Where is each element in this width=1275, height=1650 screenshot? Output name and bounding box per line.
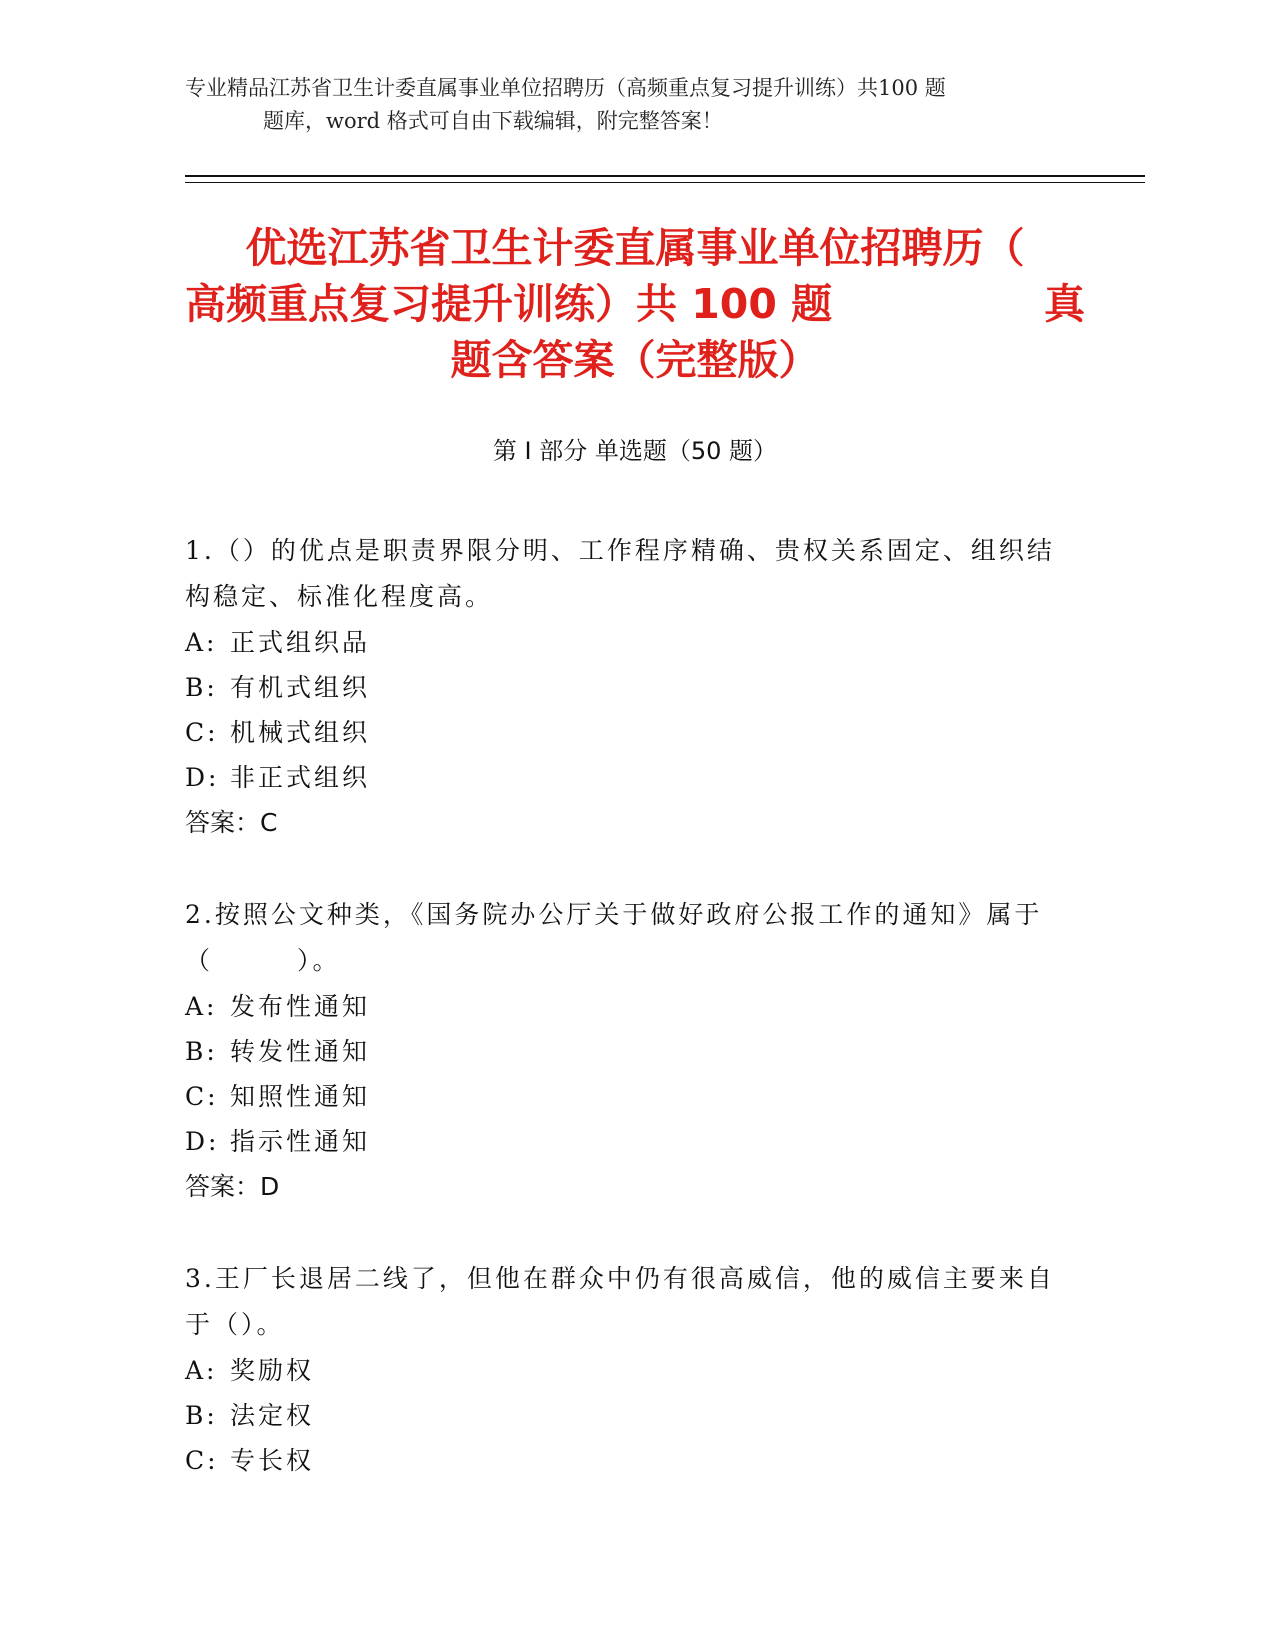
title-line-2-left: 高频重点复习提升训练）共 100 题 [185,280,833,328]
option-text: 转发性通知 [230,1037,371,1066]
question-answer: 答案：D [185,1172,280,1201]
document-title [185,220,1085,388]
header-divider-thin [185,182,1145,183]
option-text: 非正式组织 [230,763,371,792]
option-d [185,755,1065,800]
option-text: 知照性通知 [230,1082,371,1111]
question-answer: 答案：C [185,808,278,837]
title-line-1: 优选江苏省卫生计委直属事业单位招聘历（ [245,224,1025,272]
option-b [185,665,1065,710]
option-c [185,710,1065,755]
option-text: 机械式组织 [230,718,371,747]
option-text: 专长权 [230,1446,315,1475]
option-key: B: [185,673,218,702]
question-list [185,528,1065,1529]
section-title: 第 I 部分 单选题（50 题） [492,437,778,465]
header-divider-thick [185,175,1145,177]
option-text: 有机式组织 [230,673,371,702]
option-text: 正式组织品 [230,628,371,657]
question-1 [185,528,1065,846]
option-key: B: [185,1401,218,1430]
option-a [185,620,1065,665]
question-stem: 1.（）的优点是职责界限分明、工作程序精确、贵权关系固定、组织结构稳定、标准化程度高。 [185,536,1055,611]
page-header [185,72,1085,138]
option-text: 奖励权 [230,1356,315,1385]
option-key: A: [185,628,218,657]
option-key: B: [185,1037,218,1066]
header-line-2: 题库，word 格式可自由下载编辑，附完整答案！ [263,109,723,133]
option-key: C: [185,718,219,747]
header-line-1: 专业精品江苏省卫生计委直属事业单位招聘历（高频重点复习提升训练）共100 题 [185,76,946,100]
option-b [185,1029,1065,1074]
option-key: A: [185,1356,218,1385]
question-stem: 2.按照公文种类，《国务院办公厅关于做好政府公报工作的通知》属于（ ）。 [185,900,1043,975]
option-a [185,1348,1065,1393]
option-c [185,1074,1065,1119]
title-line-2-right: 真 [1044,280,1085,328]
option-key: D: [185,763,220,792]
title-line-3: 题含答案（完整版） [450,336,820,384]
option-b [185,1393,1065,1438]
question-3 [185,1256,1065,1483]
option-text: 指示性通知 [230,1127,371,1156]
option-text: 法定权 [230,1401,315,1430]
question-2 [185,892,1065,1210]
option-a [185,984,1065,1029]
option-key: A: [185,992,218,1021]
option-text: 发布性通知 [230,992,371,1021]
option-key: C: [185,1446,219,1475]
option-d [185,1119,1065,1164]
option-key: D: [185,1127,220,1156]
question-stem: 3.王厂长退居二线了，但他在群众中仍有很高威信，他的威信主要来自于（）。 [185,1264,1055,1339]
option-c [185,1438,1065,1483]
option-key: C: [185,1082,219,1111]
title-line-2 [185,276,1085,332]
